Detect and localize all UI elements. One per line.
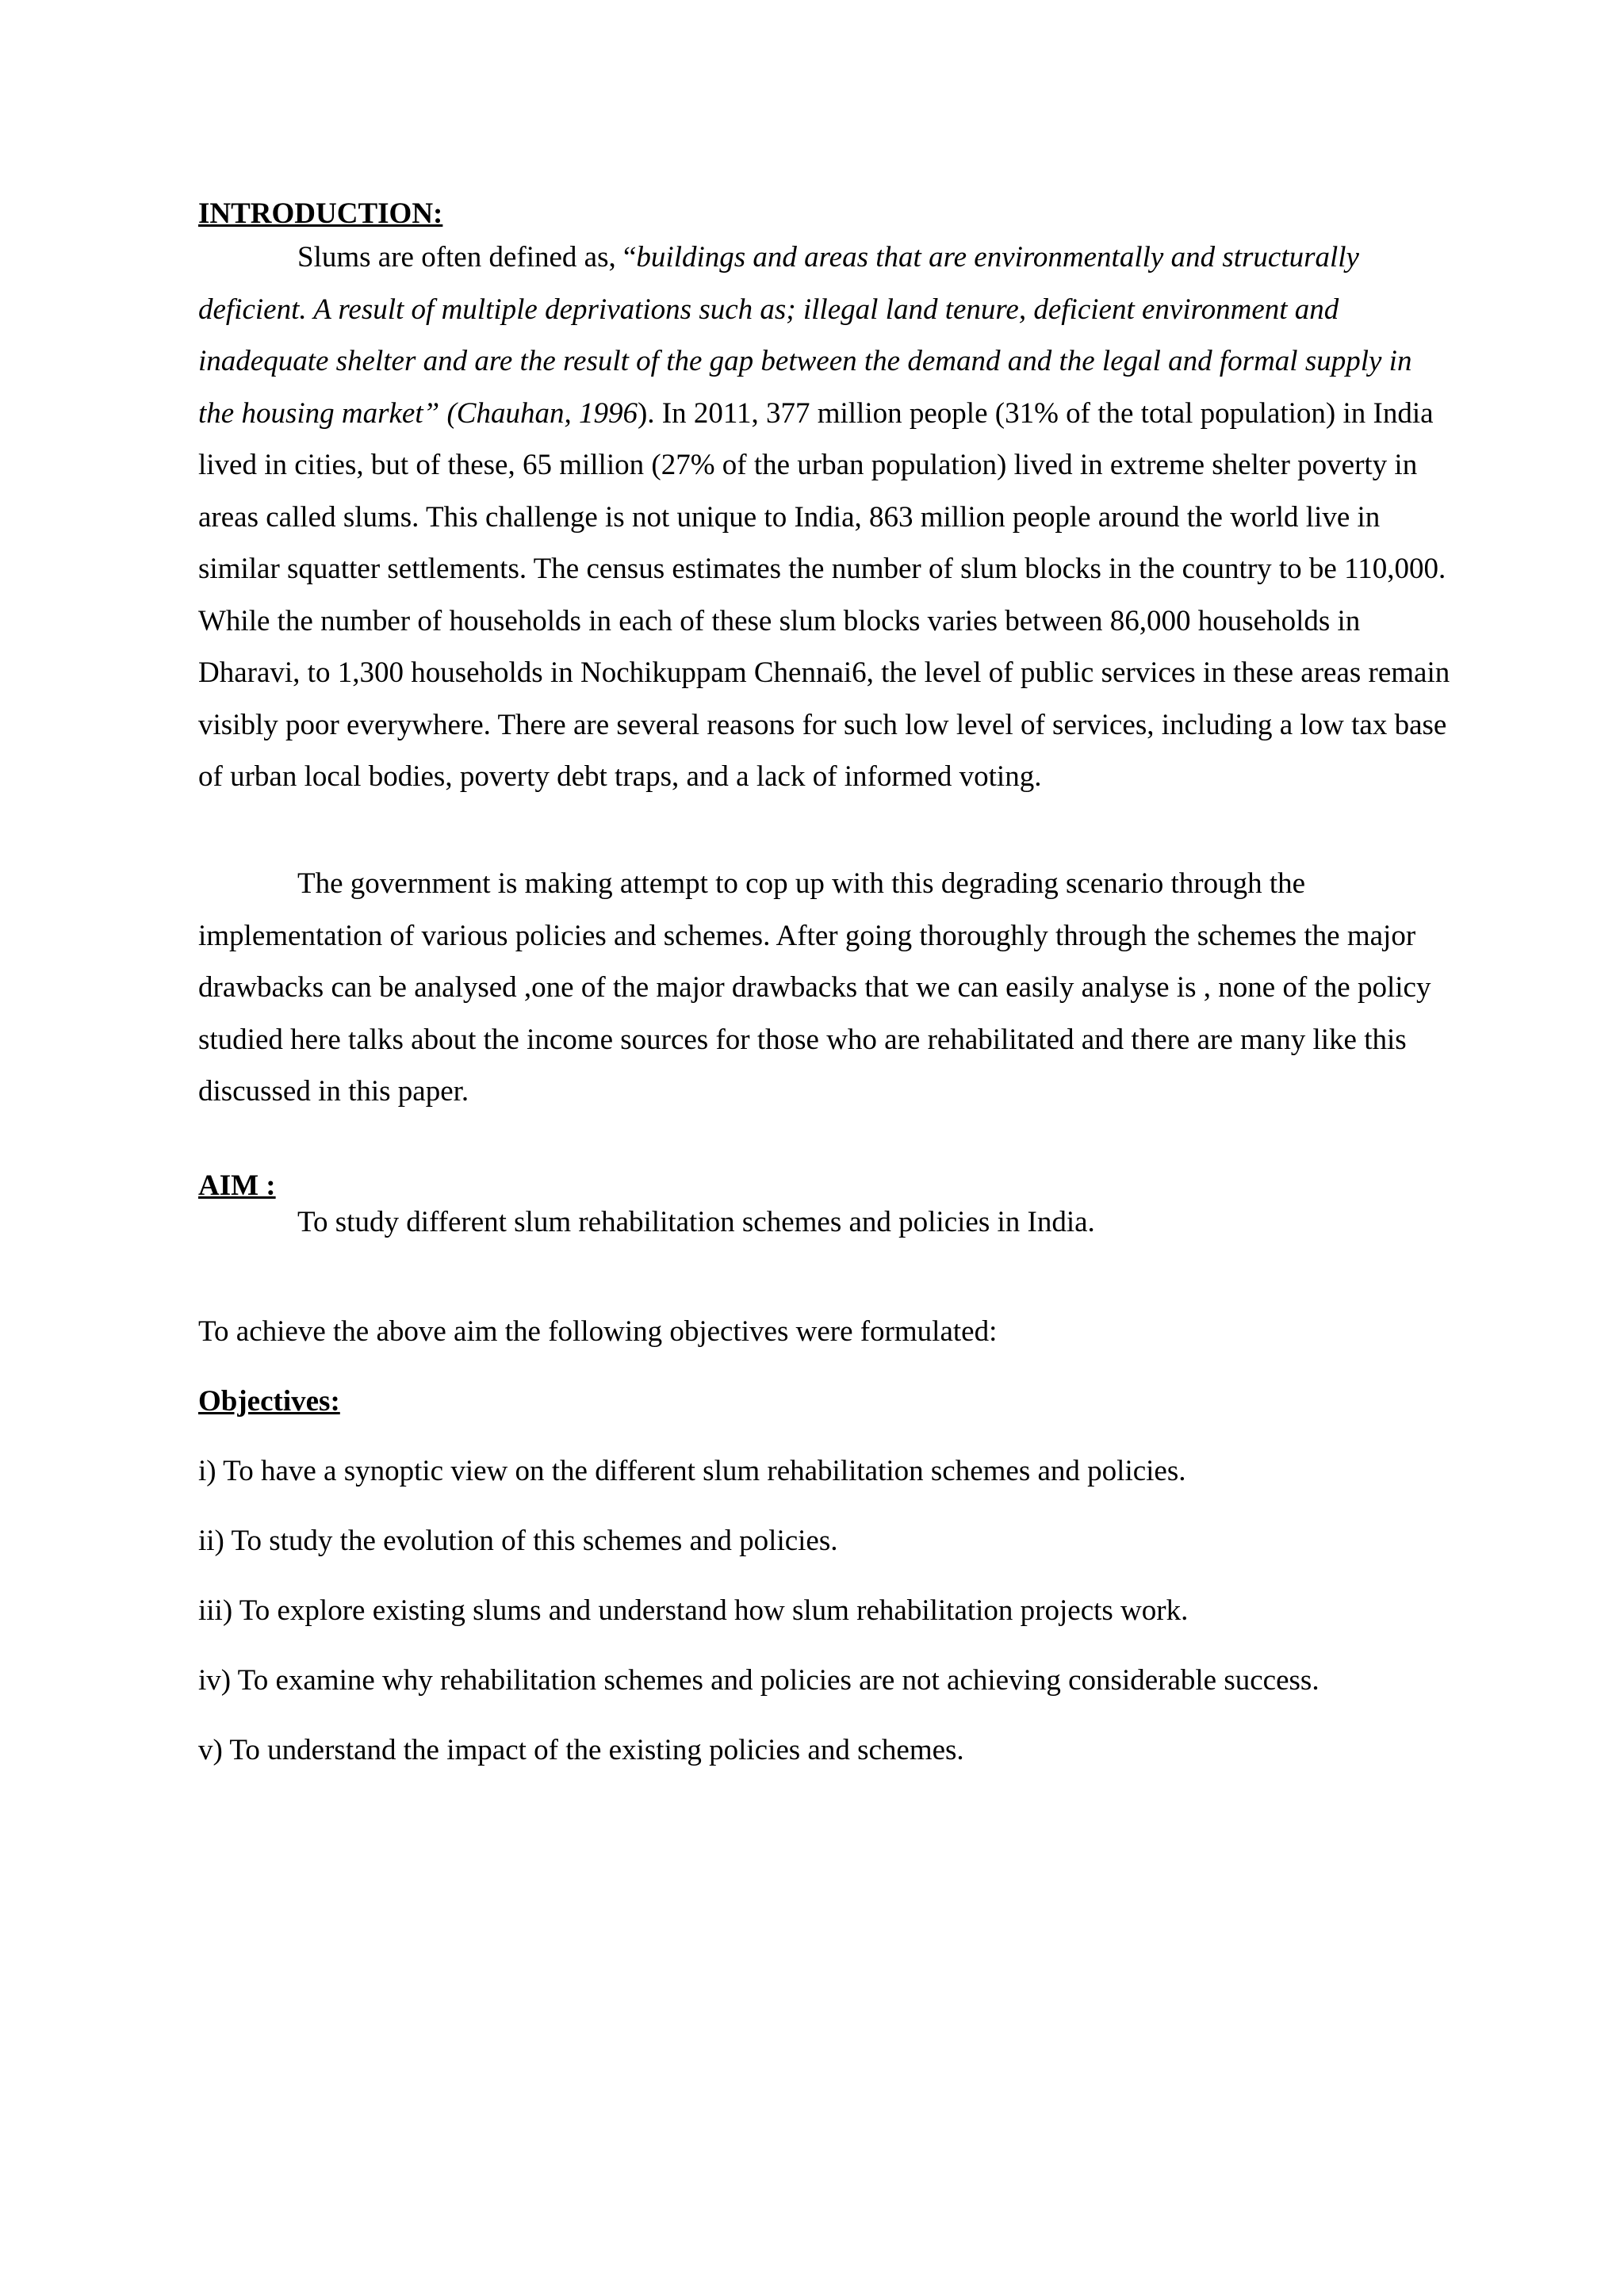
- introduction-p1-lead: Slums are often defined as, “: [297, 241, 637, 274]
- objective-item-3: iii) To explore existing slums and understand how slum rehabilitation projects work.: [198, 1594, 1189, 1627]
- introduction-heading: INTRODUCTION:: [198, 197, 443, 230]
- aim-statement: To study different slum rehabilitation schemes and policies in India.: [297, 1206, 1095, 1238]
- introduction-p1-quote: buildings and areas that are environmentally and structurally deficient. A result of multiple deprivations such as; illegal land tenure, deficient environment and inadequate shelter and are the result of the gap between the demand and the legal and formal supply in the housing market” (Chauhan, 1996: [198, 241, 1412, 430]
- objective-item-4: iv) To examine why rehabilitation schemes and policies are not achieving considerable success.: [198, 1664, 1320, 1697]
- introduction-paragraph-1: [198, 232, 1451, 803]
- introduction-paragraph-2: [198, 858, 1451, 1118]
- objectives-heading: Objectives:: [198, 1385, 340, 1418]
- objectives-lead-in: To achieve the above aim the following objectives were formulated:: [198, 1315, 998, 1348]
- objective-item-1: i) To have a synoptic view on the different slum rehabilitation schemes and policies.: [198, 1455, 1186, 1487]
- objective-item-5: v) To understand the impact of the existing policies and schemes.: [198, 1734, 964, 1766]
- introduction-p2-text: The government is making attempt to cop up with this degrading scenario through the implementation of various policies and schemes. After going thoroughly through the schemes the major drawbacks can be analysed ,one of the major drawbacks that we can easily analyse is , none of the policy studied here talks about the income sources for those who are rehabilitated and there are many like this discussed in this paper.: [198, 867, 1431, 1108]
- aim-text: [198, 1205, 1095, 1240]
- introduction-p1-rest: ). In 2011, 377 million people (31% of the total population) in India lived in cities, but of these, 65 million (27% of the urban population) lived in extreme shelter poverty in areas called slums. This challenge is not unique to India, 863 million people around the world live in similar squatter settlements. The census estimates the number of slum blocks in the country to be 110,000. While the number of households in each of these slum blocks varies between 86,000 households in Dharavi, to 1,300 households in Nochikuppam Chennai6, the level of public services in these areas remain visibly poor everywhere. There are several reasons for such low level of services, including a low tax base of urban local bodies, poverty debt traps, and a lack of informed voting.: [198, 396, 1450, 793]
- objective-item-2: ii) To study the evolution of this schemes and policies.: [198, 1525, 838, 1557]
- aim-heading: AIM :: [198, 1169, 276, 1202]
